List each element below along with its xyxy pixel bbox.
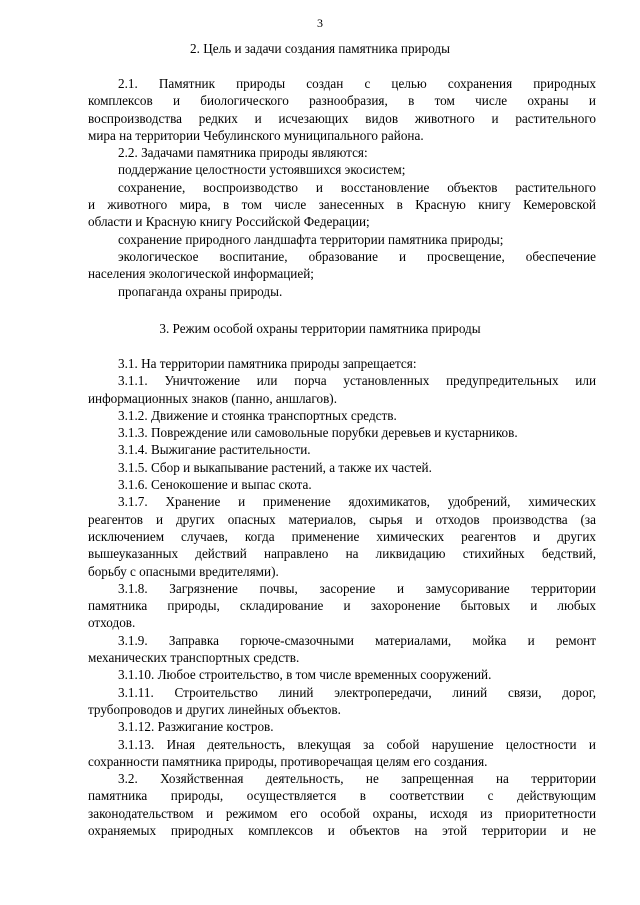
- paragraph-3-1-13-line: сохранности памятника природы, противоречащая целям его создания.: [88, 753, 488, 769]
- paragraph-3-1-7-line: 3.1.7. Хранение и применение ядохимикатов, удобрений, химических: [118, 494, 596, 510]
- paragraph-3-1: 3.1. На территории памятника природы запрещается:: [118, 356, 417, 371]
- paragraph-3-1-12: 3.1.12. Разжигание костров.: [118, 719, 274, 735]
- paragraph-3-1-13-line: 3.1.13. Иная деятельность, влекущая за собой нарушение целостности и: [118, 736, 596, 752]
- section-2-heading: 2. Цель и задачи создания памятника природы: [190, 41, 450, 56]
- paragraph-2-1-line: воспроизводства редких и исчезающих видов животного и растительного: [88, 110, 596, 126]
- paragraph-2-2: 2.2. Задачами памятника природы являются:: [118, 145, 368, 161]
- paragraph-2-1-line: мира на территории Чебулинского муниципального района.: [88, 127, 424, 143]
- paragraph-2-1-line: комплексов и биологического разнообразия, в том числе охраны и: [88, 93, 596, 109]
- paragraph-3-1-9-line: механических транспортных средств.: [88, 650, 300, 666]
- page-number: 3: [317, 16, 323, 30]
- section-3-body: [88, 355, 596, 839]
- paragraph-3-1-11-line: трубопроводов и других линейных объектов.: [88, 701, 341, 717]
- paragraph-3-1-7-line: исключением случаев, когда применение химических реагентов и других: [88, 528, 596, 544]
- paragraph-3-1-1-line: информационных знаков (панно, аншлагов).: [88, 390, 337, 406]
- paragraph-3-1-7-line: борьбу с опасными вредителями).: [88, 563, 279, 579]
- paragraph-3-1-2: 3.1.2. Движение и стоянка транспортных средств.: [118, 407, 397, 423]
- task-item-line: населения экологической информацией;: [88, 266, 314, 282]
- paragraph-3-1-7-line: реагентов и других опасных материалов, сырья и отходов производства (за: [88, 511, 596, 527]
- paragraph-2-1-line: 2.1. Памятник природы создан с целью сохранения природных: [118, 76, 596, 91]
- paragraph-3-2-line: законодательством и режимом его особой охраны, исходя из приоритетности: [88, 805, 596, 821]
- paragraph-3-1-8-line: 3.1.8. Загрязнение почвы, засорение и замусоривание территории: [118, 580, 596, 596]
- paragraph-3-1-3: 3.1.3. Повреждение или самовольные порубки деревьев и кустарников.: [118, 425, 518, 441]
- task-item-line: и животного мира, в том числе занесенных в Красную книгу Кемеровской: [88, 197, 596, 213]
- paragraph-3-1-1-line: 3.1.1. Уничтожение или порча установленных предупредительных или: [118, 373, 596, 389]
- section-2-body: [88, 75, 596, 300]
- section-3-heading: 3. Режим особой охраны территории памятника природы: [159, 321, 481, 336]
- paragraph-3-1-4: 3.1.4. Выжигание растительности.: [118, 442, 311, 458]
- paragraph-3-1-7-line: вышеуказанных действий направлено на ликвидацию стихийных бедствий,: [88, 546, 596, 562]
- paragraph-3-1-8-line: памятника природы, складирование и захоронение бытовых и любых: [88, 598, 596, 614]
- paragraph-3-1-11-line: 3.1.11. Строительство линий электропередачи, линий связи, дорог,: [118, 684, 596, 700]
- task-item: пропаганда охраны природы.: [118, 283, 283, 299]
- task-item: поддержание целостности устоявшихся экосистем;: [118, 162, 406, 178]
- task-item-line: сохранение, воспроизводство и восстановление объектов растительного: [118, 179, 596, 195]
- paragraph-3-1-5: 3.1.5. Сбор и выкапывание растений, а также их частей.: [118, 459, 432, 475]
- paragraph-3-1-6: 3.1.6. Сенокошение и выпас скота.: [118, 477, 312, 493]
- paragraph-3-1-9-line: 3.1.9. Заправка горюче-смазочными материалами, мойка и ремонт: [118, 632, 596, 648]
- paragraph-3-2-line: памятника природы, осуществляется в соответствии с действующим: [88, 788, 596, 804]
- paragraph-3-2-line: охраняемых природных комплексов и объектов на этой территории и не: [88, 823, 596, 839]
- paragraph-3-1-8-line: отходов.: [88, 615, 136, 631]
- paragraph-3-1-10: 3.1.10. Любое строительство, в том числе временных сооружений.: [118, 667, 492, 683]
- task-item-line: области и Красную книгу Российской Федерации;: [88, 214, 370, 230]
- task-item-line: экологическое воспитание, образование и просвещение, обеспечение: [118, 248, 596, 264]
- paragraph-3-2-line: 3.2. Хозяйственная деятельность, не запрещенная на территории: [118, 771, 596, 787]
- task-item: сохранение природного ландшафта территории памятника природы;: [118, 231, 504, 247]
